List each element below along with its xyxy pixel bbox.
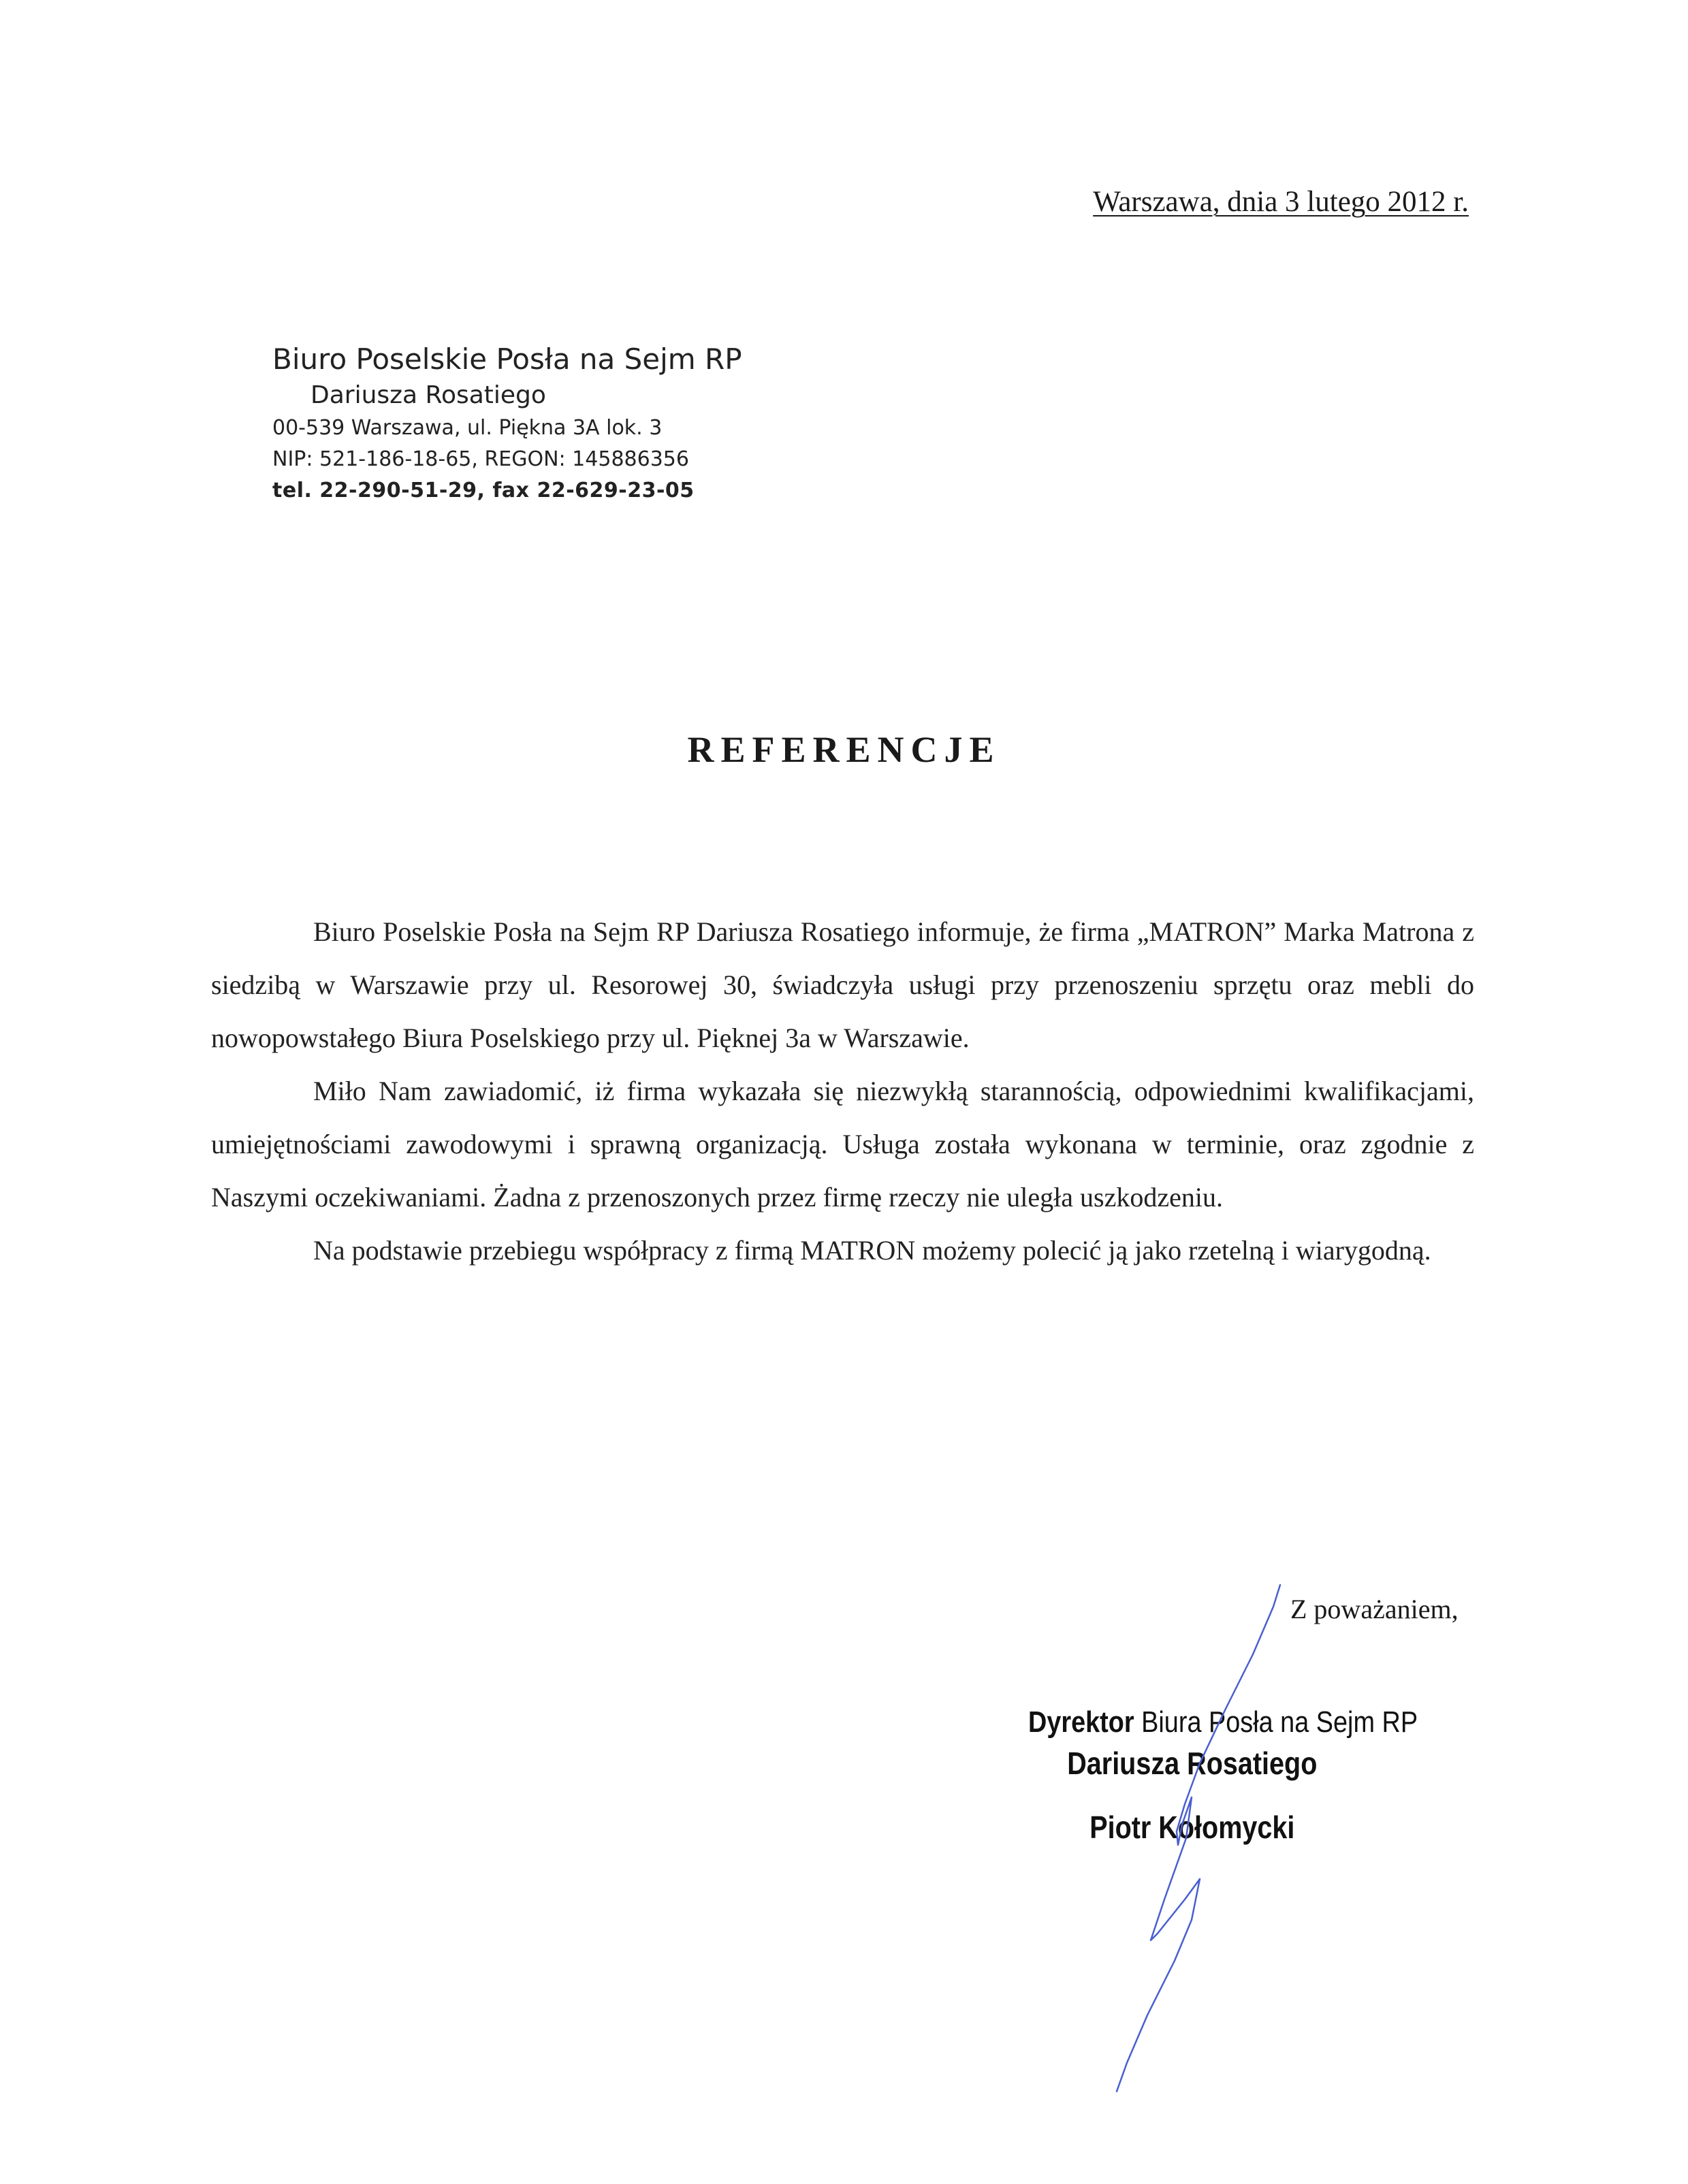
sender-stamp-title: Biuro Poselskie Posła na Sejm RP xyxy=(272,342,742,376)
handwritten-signature xyxy=(1021,1579,1321,2097)
signature-stamp-line2: Dariusza Rosatiego xyxy=(1067,1746,1318,1781)
document-heading: REFERENCJE xyxy=(687,729,1001,770)
signature-stamp-signatory: Piotr Kołomycki xyxy=(1089,1810,1295,1845)
signature-stamp-role: Dyrektor xyxy=(1028,1705,1134,1739)
body-paragraph-1: Biuro Poselskie Posła na Sejm RP Dariusza Rosatiego informuje, że firma „MATRON” Marka Matrona z siedzibą w Warszawie przy ul. Resorowej 30, świadczyła usługi przy przenoszeniu sprzętu oraz mebli do nowopowstałego Biura Poselskiego przy ul. Pięknej 3a w Warszawie. xyxy=(211,916,1474,1053)
sender-stamp-address: 00-539 Warszawa, ul. Piękna 3A lok. 3 xyxy=(272,416,663,440)
letter-body xyxy=(211,905,1474,1277)
sender-stamp xyxy=(272,340,742,507)
sender-stamp-phone: tel. 22-290-51-29, fax 22-629-23-05 xyxy=(272,479,695,502)
body-paragraph-2: Miło Nam zawiadomić, iż firma wykazała się niezwykłą starannością, odpowiednimi kwalifikacjami, umiejętnościami zawodowymi i sprawną organizacją. Usługa została wykonana w terminie, oraz zgodnie z Naszymi oczekiwaniami. Żadna z przenoszonych przez firmę rzeczy nie uległa uszkodzeniu. xyxy=(211,1076,1474,1213)
body-paragraph-3: Na podstawie przebiegu współpracy z firmą MATRON możemy polecić ją jako rzetelną i wiarygodną. xyxy=(313,1235,1431,1266)
closing-phrase: Z poważaniem, xyxy=(1290,1594,1459,1624)
signature-stamp-office: Biura Posła na Sejm RP xyxy=(1141,1705,1418,1739)
sender-stamp-ids: NIP: 521-186-18-65, REGON: 145886356 xyxy=(272,447,689,471)
sender-stamp-name: Dariusza Rosatiego xyxy=(310,381,546,409)
letter-date: Warszawa, dnia 3 lutego 2012 r. xyxy=(1093,186,1469,218)
